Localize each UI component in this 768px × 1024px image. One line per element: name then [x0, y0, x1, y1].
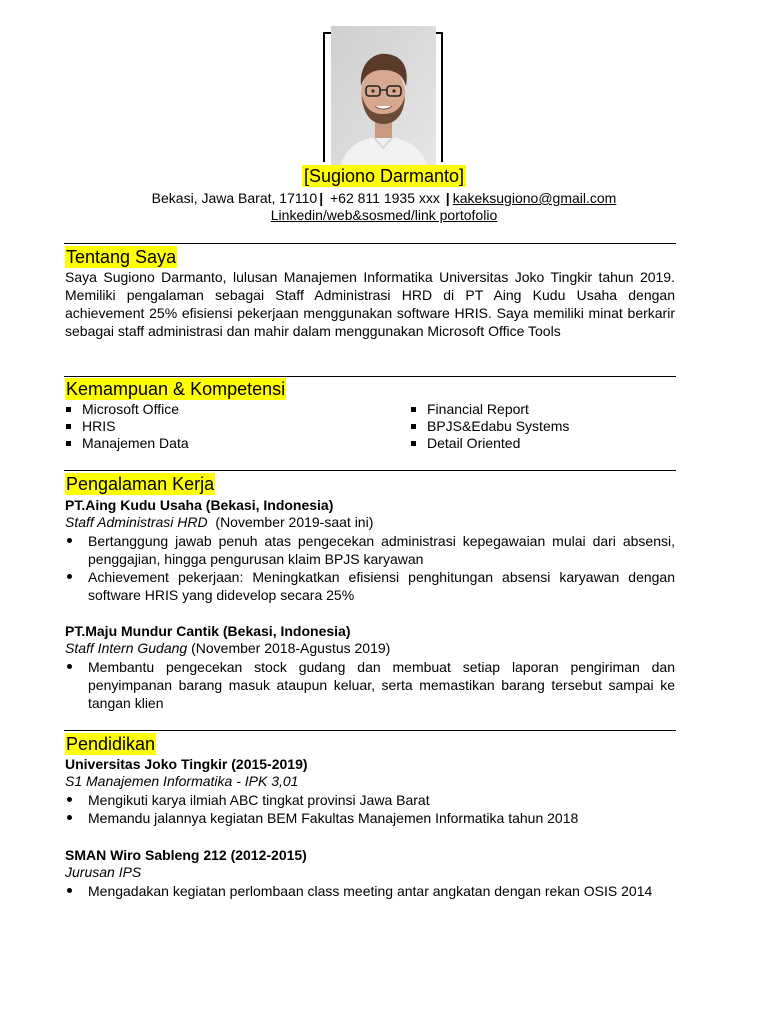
job-bullets [65, 532, 675, 604]
job-bullets [65, 658, 675, 712]
job-role-line [65, 639, 390, 657]
school-name: SMAN Wiro Sableng 212 (2012-2015) [65, 847, 307, 863]
job-company: PT.Aing Kudu Usaha (Bekasi, Indonesia) [65, 497, 334, 513]
portfolio-link[interactable]: Linkedin/web&sosmed/link portofolio [270, 207, 498, 223]
person-photo-icon [331, 26, 436, 176]
job-bullet: Bertanggung jawab penuh atas pengecekan administrasi kepegawaian mulai dari absensi, penggajian, hingga pengurusan klaim BPJS karyawan [65, 532, 675, 568]
section-divider [64, 730, 676, 731]
section-divider [64, 376, 676, 377]
section-divider [64, 470, 676, 471]
school-major: S1 Manajemen Informatika - IPK 3,01 [65, 773, 299, 789]
contact-line [0, 190, 768, 207]
skill-item: Financial Report [410, 401, 670, 418]
job-bullet: Membantu pengecekan stock gudang dan membuat setiap laporan pengiriman dan penyimpanan barang masuk ataupun keluar, serta memastikan barang tersebut sampai ke tangan klien [65, 658, 675, 712]
section-divider [64, 243, 676, 244]
school-major-line [65, 772, 298, 790]
job-period: (November 2019-saat ini) [215, 514, 374, 530]
skill-item: Microsoft Office [65, 401, 365, 418]
school-bullets [65, 791, 675, 827]
school-name: Universitas Joko Tingkir (2015-2019) [65, 756, 308, 772]
email-link[interactable]: kakeksugiono@gmail.com [452, 190, 617, 206]
skills-right-list [410, 401, 670, 452]
phone: +62 811 1935 xxx [330, 190, 440, 206]
about-text: Saya Sugiono Darmanto, lulusan Manajemen Informatika Universitas Joko Tingkir tahun 2019. Memiliki pengalaman sebagai Staff Administrasi HRD di PT Aing Kudu Usaha dengan achievement 25% efisiensi pekerjaan menggunakan software HRIS. Saya memiliki minat berkarir sebagai staff administrasi dan mahir dalam menggunakan Microsoft Office Tools [65, 269, 675, 339]
section-title-experience: Pengalaman Kerja [66, 474, 215, 494]
school-bullet: Mengadakan kegiatan perlombaan class meeting antar angkatan dengan rekan OSIS 2014 [65, 882, 675, 900]
job-period: (November 2018-Agustus 2019) [191, 640, 391, 656]
person-name: [Sugiono Darmanto] [303, 166, 465, 186]
job-role: Staff Intern Gudang [65, 640, 188, 656]
school-bullets [65, 882, 675, 900]
links-line [0, 207, 768, 224]
skills-left-list [65, 401, 365, 452]
separator: | [319, 190, 324, 206]
section-title-about: Tentang Saya [66, 247, 177, 267]
address: Bekasi, Jawa Barat, 17110 [151, 190, 318, 206]
skill-item: BPJS&Edabu Systems [410, 418, 670, 435]
skill-item: Detail Oriented [410, 435, 670, 452]
job-role-line [65, 513, 373, 531]
school-bullet: Mengikuti karya ilmiah ABC tingkat provinsi Jawa Barat [65, 791, 675, 809]
school-major-line [65, 863, 141, 881]
school-major: Jurusan IPS [65, 864, 142, 880]
job-role: Staff Administrasi HRD [65, 514, 208, 530]
profile-photo [331, 26, 436, 176]
school-bullet: Memandu jalannya kegiatan BEM Fakultas Manajemen Informatika tahun 2018 [65, 809, 675, 827]
section-title-skills: Kemampuan & Kompetensi [66, 379, 286, 399]
job-bullet: Achievement pekerjaan: Meningkatkan efisiensi penghitungan absensi karyawan dengan software HRIS yang didevelop secara 25% [65, 568, 675, 604]
name-heading-wrap [0, 165, 768, 187]
job-company: PT.Maju Mundur Cantik (Bekasi, Indonesia) [65, 623, 351, 639]
skill-item: Manajemen Data [65, 435, 365, 452]
separator: | [445, 190, 450, 206]
section-title-education: Pendidikan [66, 734, 156, 754]
skill-item: HRIS [65, 418, 365, 435]
